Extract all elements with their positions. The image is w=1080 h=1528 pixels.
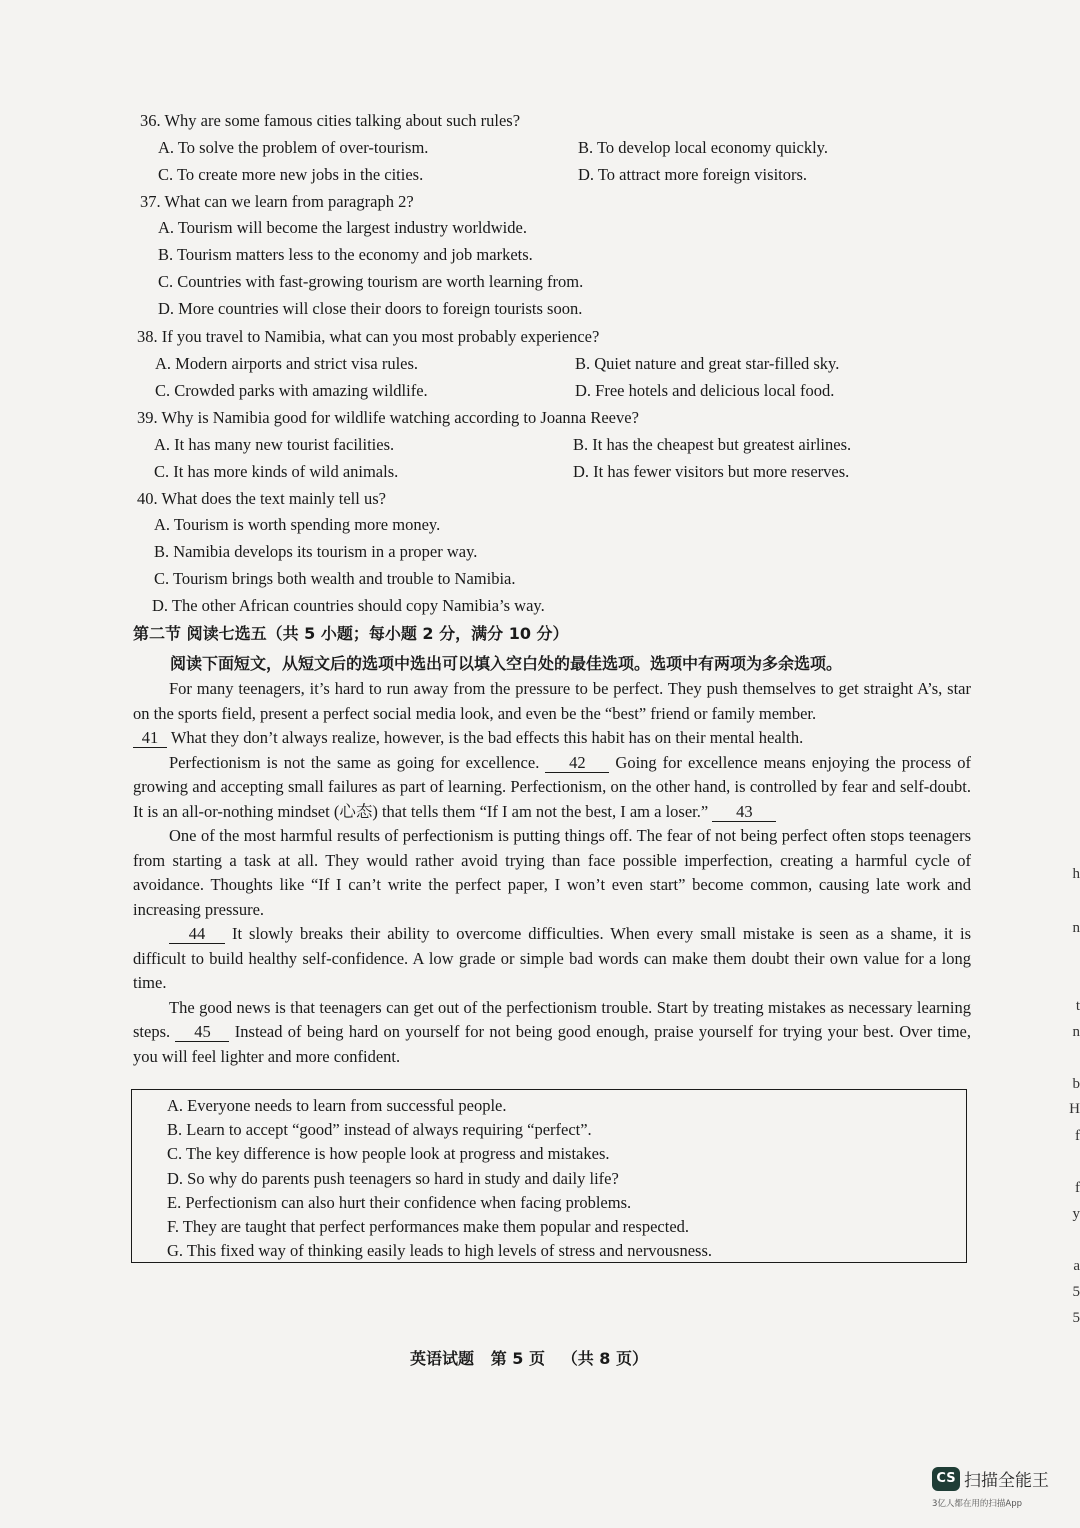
option: A. Modern airports and strict visa rules. [155, 354, 419, 373]
edge-glyph: n [1072, 1024, 1080, 1040]
option: D. To attract more foreign visitors. [578, 165, 808, 184]
question-stem: 38. If you travel to Namibia, what can you most probably experience? [137, 327, 600, 346]
choice-option: E. Perfectionism can also hurt their confidence when facing problems. [167, 1193, 632, 1212]
section-instruction: 阅读下面短文，从短文后的选项中选出可以填入空白处的最佳选项。选项中有两项为多余选项。 [170, 654, 843, 673]
choice-option: A. Everyone needs to learn from successful people. [167, 1096, 507, 1115]
option: C. Countries with fast-growing tourism are worth learning from. [158, 272, 584, 291]
edge-glyph: f [1075, 1128, 1080, 1144]
blank-43: 43 [712, 803, 776, 822]
option: D. The other African countries should copy Namibia’s way. [152, 596, 545, 615]
option: C. To create more new jobs in the cities. [158, 165, 424, 184]
option: C. Crowded parks with amazing wildlife. [155, 381, 428, 400]
blank-42: 42 [545, 754, 609, 773]
passage-text: It slowly breaks their ability to overcome difficulties. When every small mistake is seen as a shame, it is difficult to build healthy self-confidence. A low grade or simple bad words can make them doubt their own value for a long time. [133, 924, 971, 992]
passage-text: The good news is that teenagers can get out of the perfectionism trouble. Start by treating mistakes as necessary learning steps. [133, 997, 971, 1041]
choice-option: D. So why do parents push teenagers so hard in study and daily life? [167, 1169, 619, 1188]
passage-text: Perfectionism is not the same as going for excellence. [169, 752, 546, 772]
watermark-subtitle: 3亿人都在用的扫描App [932, 1499, 1023, 1509]
option: D. It has fewer visitors but more reserves. [573, 462, 850, 481]
passage-text: Instead of being hard on yourself for not being good enough, praise yourself for trying your best. Over time, you will feel lighter and more confident. [133, 1022, 971, 1066]
edge-glyph: y [1072, 1206, 1080, 1222]
option: B. Tourism matters less to the economy and job markets. [158, 245, 533, 264]
option: D. More countries will close their doors to foreign tourists soon. [158, 299, 583, 318]
passage [133, 677, 971, 1069]
blank-41: 41 [133, 729, 167, 748]
edge-glyph: t [1075, 998, 1080, 1014]
passage-text: For many teenagers, it’s hard to run away from the pressure to be perfect. They push themselves to get straight A’s, star on the sports field, present a perfect social media look, and even be the “best” friend or family member. [133, 679, 971, 723]
passage-paragraph [133, 922, 971, 996]
choice-option: G. This fixed way of thinking easily leads to high levels of stress and nervousness. [167, 1241, 713, 1260]
option: A. Tourism will become the largest industry worldwide. [158, 218, 527, 237]
question-stem: 39. Why is Namibia good for wildlife watching according to Joanna Reeve? [137, 408, 639, 427]
edge-glyph: 5 [1072, 1284, 1080, 1300]
choice-option: F. They are taught that perfect performances make them popular and respected. [167, 1217, 690, 1236]
passage-text: What they don’t always realize, however, is the bad effects this habit has on their mental health. [167, 728, 804, 747]
option: B. Quiet nature and great star-filled sky. [575, 354, 840, 373]
choice-option: C. The key difference is how people look at progress and mistakes. [167, 1144, 610, 1163]
option: A. It has many new tourist facilities. [154, 435, 395, 454]
passage-paragraph [133, 824, 971, 922]
page-footer: 英语试题 第 5 页 （共 8 页） [410, 1349, 648, 1368]
option: C. It has more kinds of wild animals. [154, 462, 399, 481]
camscanner-logo-icon: CS [932, 1467, 960, 1491]
section-heading: 第二节 阅读七选五（共 5 小题；每小题 2 分，满分 10 分） [133, 624, 569, 643]
question-stem: 40. What does the text mainly tell us? [137, 489, 386, 508]
option: B. It has the cheapest but greatest airlines. [573, 435, 852, 454]
choices-box [131, 1089, 967, 1263]
choice-option: B. Learn to accept “good” instead of always requiring “perfect”. [167, 1120, 592, 1139]
option: C. Tourism brings both wealth and trouble to Namibia. [154, 569, 516, 588]
edge-glyph: n [1072, 920, 1080, 936]
passage-paragraph [133, 996, 971, 1070]
scanner-watermark [932, 1466, 1049, 1491]
option: D. Free hotels and delicious local food. [575, 381, 835, 400]
blank-45: 45 [175, 1023, 229, 1042]
question-stem: 37. What can we learn from paragraph 2? [140, 192, 414, 211]
passage-text: Going for excellence means enjoying the process of growing and accepting small failures as part of learning. Perfectionism, on the other hand, is controlled by fear and self-doubt. It is an all-or-nothing mindset (心态) that tells them “If I am not the best, I am a loser.” [133, 752, 971, 821]
edge-glyph: 5 [1072, 1310, 1080, 1326]
edge-glyph: b [1072, 1076, 1080, 1092]
option: B. To develop local economy quickly. [578, 138, 828, 157]
question-stem: 36. Why are some famous cities talking about such rules? [140, 111, 521, 130]
blank-44: 44 [169, 925, 225, 944]
option: A. Tourism is worth spending more money. [154, 515, 441, 534]
passage-paragraph [133, 751, 971, 825]
passage-text: One of the most harmful results of perfectionism is putting things off. The fear of not being perfect often stops teenagers from starting a task at all. They would rather avoid trying than face possible imperfection, creating a harmful cycle of avoidance. Thoughts like “If I can’t write the perfect paper, I won’t even start” become common, causing late work and increasing pressure. [133, 826, 971, 919]
edge-glyph: H [1069, 1101, 1080, 1117]
edge-glyph: h [1072, 866, 1080, 882]
edge-glyph: a [1073, 1258, 1080, 1274]
edge-glyph: f [1075, 1180, 1080, 1196]
option: B. Namibia develops its tourism in a proper way. [154, 542, 478, 561]
watermark-name: 扫描全能王 [964, 1471, 1049, 1491]
option: A. To solve the problem of over-tourism. [158, 138, 429, 157]
passage-paragraph [133, 677, 971, 751]
